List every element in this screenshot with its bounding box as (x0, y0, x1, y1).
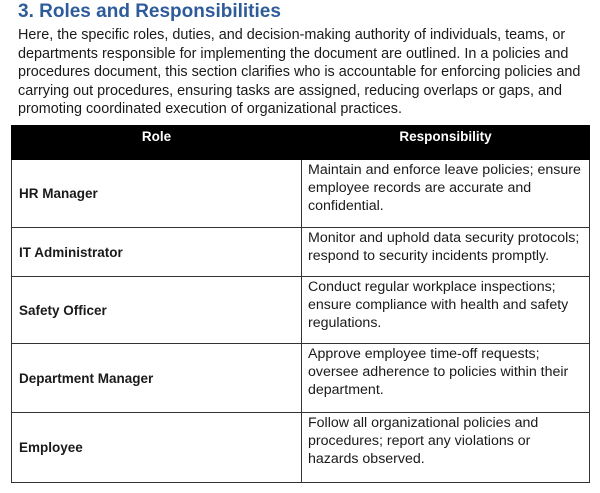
table-row (12, 413, 590, 483)
table-header-row (12, 126, 590, 160)
table-row (12, 277, 590, 344)
table-row (12, 160, 590, 228)
responsibility-cell: Conduct regular workplace inspections; ensure compliance with health and safety regulations. (302, 277, 590, 344)
section-intro-paragraph: Here, the specific roles, duties, and decision-making authority of individuals, teams, or departments responsible for implementing the document are outlined. In a policies and procedures document, this section clarifies who is accountable for enforcing policies and carrying out procedures, ensuring tasks are assigned, reducing overlaps or gaps, and promoting coordinated execution of organizational practices. (18, 27, 581, 117)
table-row (12, 344, 590, 413)
role-cell: Department Manager (12, 344, 302, 413)
header-responsibility: Responsibility (302, 126, 590, 160)
responsibility-cell: Follow all organizational policies and procedures; report any violations or hazards observed. (302, 413, 590, 483)
roles-responsibilities-table (11, 125, 590, 483)
header-role: Role (12, 126, 302, 160)
section-heading: 3. Roles and Responsibilities (18, 1, 281, 22)
responsibility-cell: Maintain and enforce leave policies; ensure employee records are accurate and confidential. (302, 160, 590, 228)
responsibility-cell: Monitor and uphold data security protocols; respond to security incidents promptly. (302, 228, 590, 277)
role-cell: Employee (12, 413, 302, 483)
responsibility-cell: Approve employee time-off requests; oversee adherence to policies within their department. (302, 344, 590, 413)
role-cell: Safety Officer (12, 277, 302, 344)
role-cell: IT Administrator (12, 228, 302, 277)
table-row (12, 228, 590, 277)
role-cell: HR Manager (12, 160, 302, 228)
